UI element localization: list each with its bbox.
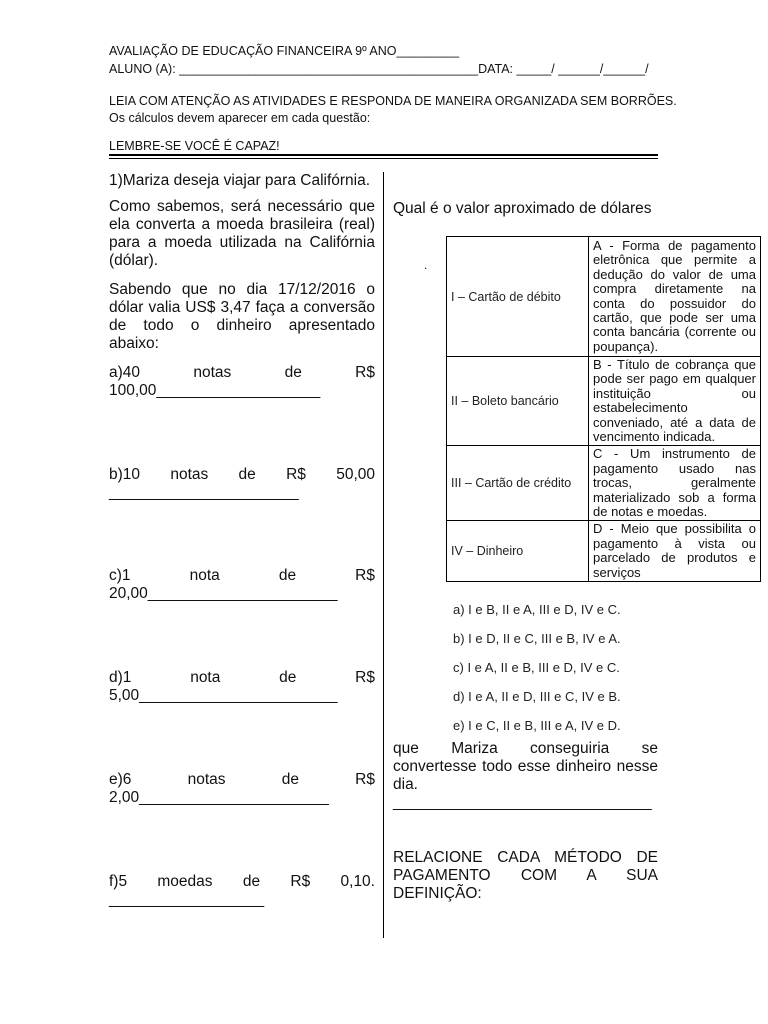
option-b: b) I e D, II e C, III e B, IV e A. <box>453 631 621 646</box>
item-d <box>109 669 375 705</box>
item-e <box>109 771 375 807</box>
question1-continuation: que Mariza conseguiria se convertesse todo esse dinheiro nesse dia. <box>393 740 658 793</box>
option-c: c) I e A, II e B, III e D, IV e C. <box>453 660 620 675</box>
method-label: II – Boleto bancário <box>447 357 589 446</box>
item-c-line1: c)1 nota de R$ <box>109 567 375 584</box>
header-divider-thin <box>109 158 658 159</box>
question2-instruction: RELACIONE CADA MÉTODO DE PAGAMENTO COM A SUA DEFINIÇÃO: <box>393 849 658 902</box>
item-e-answer-line: 2,00______________________ <box>109 789 329 806</box>
item-c-answer-line: 20,00______________________ <box>109 585 338 602</box>
calculation-note: Os cálculos devem aparecer em cada questão: <box>109 111 371 125</box>
item-b-answer-line: ______________________ <box>109 484 299 501</box>
header-divider <box>109 154 658 156</box>
table-row <box>447 446 761 521</box>
method-label: IV – Dinheiro <box>447 521 589 582</box>
table-row <box>447 237 761 357</box>
stray-dot: . <box>424 258 428 272</box>
question1-title: 1)Mariza deseja viajar para Califórnia. <box>109 172 371 189</box>
option-d: d) I e A, II e D, III e C, IV e B. <box>453 689 621 704</box>
item-c <box>109 567 375 603</box>
table-row <box>447 521 761 582</box>
item-f-line1: f)5 moedas de R$ 0,10. <box>109 873 375 890</box>
method-definition: D - Meio que possibilita o pagamento à vista ou parcelado de produtos e serviços <box>589 521 761 582</box>
payment-methods-table <box>446 236 761 582</box>
method-label: III – Cartão de crédito <box>447 446 589 521</box>
item-d-line1: d)1 nota de R$ <box>109 669 375 686</box>
option-a: a) I e B, II e A, III e D, IV e C. <box>453 602 621 617</box>
question1-prompt: Qual é o valor aproximado de dólares <box>393 200 652 217</box>
encouragement-text: LEMBRE-SE VOCÊ É CAPAZ! <box>109 139 280 153</box>
method-definition: A - Forma de pagamento eletrônica que permite a dedução do valor de uma compra diretamente na conta do possuidor do cartão, que pode ser uma conta bancária (corrente ou poupança). <box>589 237 761 357</box>
item-f-answer-line: __________________ <box>109 891 265 908</box>
column-divider <box>383 172 384 938</box>
option-e: e) I e C, II e B, III e A, IV e D. <box>453 718 621 733</box>
item-e-line1: e)6 notas de R$ <box>109 771 375 788</box>
question1-answer-line: ______________________________ <box>393 794 652 811</box>
method-definition: C - Um instrumento de pagamento usado nas trocas, geralmente materializado sob a forma de notas e moedas. <box>589 446 761 521</box>
item-b <box>109 466 375 502</box>
student-date-line: ALUNO (A): ___________________________________________DATA: _____/ ______/______/ <box>109 62 649 76</box>
method-definition: B - Título de cobrança que pode ser pago em qualquer instituição ou estabelecimento conveniado, até a data de vencimento indicada. <box>589 357 761 446</box>
item-b-line1: b)10 notas de R$ 50,00 <box>109 466 375 483</box>
method-label: I – Cartão de débito <box>447 237 589 357</box>
question1-exchange-rate: Sabendo que no dia 17/12/2016 o dólar valia US$ 3,47 faça a conversão de todo o dinheiro apresentado abaixo: <box>109 281 375 352</box>
item-f <box>109 873 375 909</box>
item-a-answer-line: 100,00___________________ <box>109 382 321 399</box>
item-d-answer-line: 5,00_______________________ <box>109 687 338 704</box>
instruction-text: LEIA COM ATENÇÃO AS ATIVIDADES E RESPONDA DE MANEIRA ORGANIZADA SEM BORRÕES. <box>109 94 677 108</box>
item-a-line1: a)40 notas de R$ <box>109 364 375 381</box>
table-row <box>447 357 761 446</box>
question1-intro: Como sabemos, será necessário que ela converta a moeda brasileira (real) para a moeda utilizada na Califórnia (dólar). <box>109 198 375 269</box>
item-a <box>109 364 375 400</box>
header-title: AVALIAÇÃO DE EDUCAÇÃO FINANCEIRA 9º ANO_________ <box>109 44 460 58</box>
